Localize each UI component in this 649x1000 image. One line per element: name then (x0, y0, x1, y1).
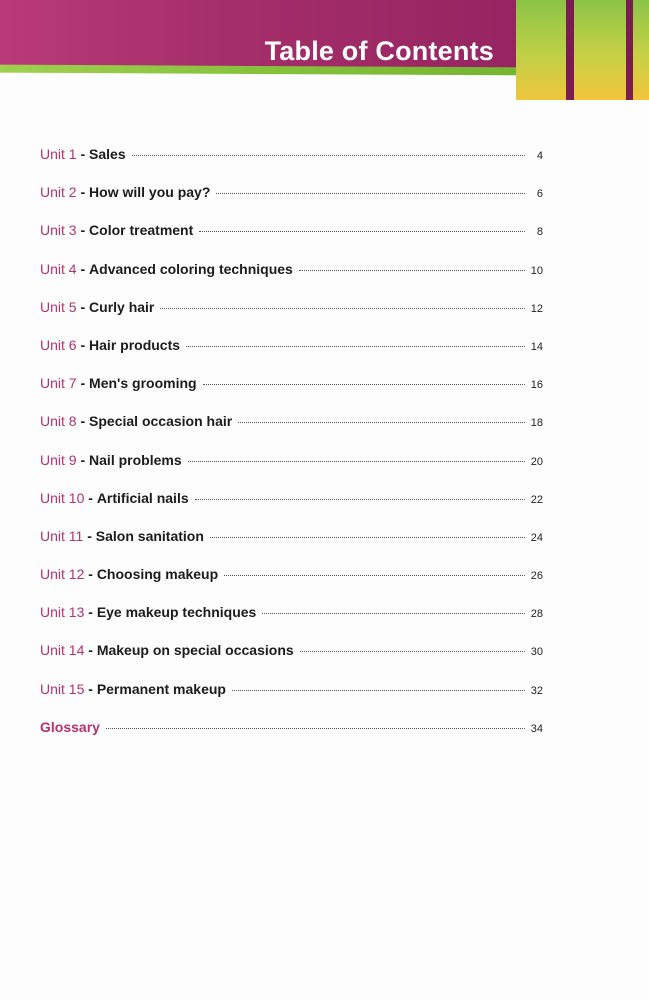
toc-separator: - (84, 642, 97, 659)
dot-leader (216, 193, 525, 194)
toc-unit-title: Special occasion hair (89, 413, 233, 430)
dot-leader (186, 346, 525, 347)
toc-page-number: 14 (530, 340, 543, 353)
toc-unit-title: Artificial nails (96, 489, 189, 506)
toc-entry[interactable] (40, 299, 543, 337)
toc-page-number: 30 (530, 646, 543, 659)
page-header (0, 0, 649, 105)
page-title: Table of Contents (264, 36, 494, 66)
toc-unit-label: Unit 8 (40, 413, 77, 430)
dot-leader (160, 308, 525, 309)
toc-unit-label: Unit 5 (40, 298, 77, 315)
toc-separator: - (76, 298, 90, 315)
header-stripe (574, 0, 626, 100)
toc-entry[interactable] (40, 261, 543, 299)
toc-separator: - (76, 260, 90, 277)
toc-entry[interactable] (40, 146, 543, 184)
toc-unit-title: Permanent makeup (96, 680, 226, 697)
toc-entry[interactable] (40, 604, 543, 642)
toc-unit-label: Unit 15 (40, 680, 85, 697)
toc-separator: - (83, 527, 96, 544)
toc-unit-title: Curly hair (89, 298, 155, 315)
toc-unit-title: Eye makeup techniques (96, 604, 257, 621)
toc-unit-label: Unit 11 (40, 527, 84, 544)
toc-separator: - (76, 222, 90, 239)
toc-unit-title: Color treatment (89, 222, 194, 239)
toc-page-number: 16 (530, 379, 543, 392)
toc-separator: - (76, 336, 90, 353)
toc-entry[interactable] (40, 681, 543, 719)
toc-entry[interactable] (40, 452, 543, 490)
toc-unit-title: Men's grooming (89, 375, 197, 392)
table-of-contents (40, 146, 543, 757)
dot-leader (232, 690, 525, 691)
toc-unit-label: Unit 1 (40, 146, 77, 162)
dot-leader (195, 499, 525, 500)
toc-separator: - (84, 489, 97, 506)
toc-separator: - (84, 604, 97, 621)
toc-unit-title: Makeup on special occasions (96, 642, 294, 659)
toc-unit-title: How will you pay? (89, 184, 211, 201)
dot-leader (106, 728, 525, 729)
dot-leader (210, 537, 525, 538)
dot-leader (188, 461, 525, 462)
toc-entry[interactable] (40, 413, 543, 451)
dot-leader (199, 231, 525, 232)
toc-page-number: 8 (536, 226, 543, 239)
toc-unit-title: Sales (89, 146, 126, 162)
header-stripe (626, 0, 633, 100)
toc-entry[interactable] (40, 528, 543, 566)
toc-page-number: 4 (536, 150, 543, 162)
toc-unit-title: Hair products (89, 336, 181, 353)
toc-page-number: 22 (530, 493, 543, 506)
toc-unit-label: Unit 3 (40, 222, 77, 239)
header-stripe (566, 0, 574, 100)
dot-leader (132, 155, 525, 156)
toc-unit-title: Salon sanitation (95, 527, 204, 544)
toc-page-number: 10 (530, 264, 543, 277)
toc-separator: - (76, 451, 90, 468)
toc-page-number: 32 (530, 684, 543, 697)
toc-page-number: 6 (536, 188, 543, 201)
toc-unit-label: Unit 6 (40, 336, 77, 353)
toc-unit-label: Unit 12 (40, 566, 85, 583)
dot-leader (299, 270, 525, 271)
toc-entry-glossary[interactable] (40, 719, 543, 757)
toc-separator: - (76, 375, 90, 392)
toc-unit-title: Nail problems (89, 451, 182, 468)
header-stripe (516, 0, 566, 100)
toc-entry[interactable] (40, 222, 543, 260)
toc-unit-label: Unit 10 (40, 489, 85, 506)
toc-separator: - (84, 566, 97, 583)
toc-glossary-label: Glossary (40, 718, 100, 735)
toc-page-number: 18 (530, 417, 543, 430)
toc-unit-title: Choosing makeup (96, 566, 219, 583)
dot-leader (300, 651, 525, 652)
toc-entry[interactable] (40, 566, 543, 604)
toc-unit-title: Advanced coloring techniques (89, 260, 293, 277)
toc-separator: - (84, 680, 97, 697)
toc-separator: - (76, 184, 90, 201)
toc-entry[interactable] (40, 184, 543, 222)
toc-entry[interactable] (40, 642, 543, 680)
toc-separator: - (76, 413, 90, 430)
toc-unit-label: Unit 7 (40, 375, 77, 392)
dot-leader (203, 384, 525, 385)
dot-leader (238, 422, 525, 423)
dot-leader (262, 613, 525, 614)
toc-page-number: 28 (530, 608, 543, 621)
toc-unit-label: Unit 4 (40, 260, 77, 277)
header-stripe (633, 0, 649, 100)
toc-page-number: 34 (530, 722, 543, 735)
toc-page-number: 12 (530, 302, 543, 315)
toc-entry[interactable] (40, 337, 543, 375)
toc-separator: - (76, 146, 90, 162)
toc-unit-label: Unit 13 (40, 604, 85, 621)
toc-unit-label: Unit 2 (40, 184, 77, 201)
toc-page-number: 26 (530, 570, 543, 583)
toc-page-number: 24 (530, 531, 543, 544)
toc-page-number: 20 (530, 455, 543, 468)
dot-leader (224, 575, 525, 576)
toc-unit-label: Unit 14 (40, 642, 85, 659)
toc-entry[interactable] (40, 490, 543, 528)
toc-unit-label: Unit 9 (40, 451, 77, 468)
toc-entry[interactable] (40, 375, 543, 413)
